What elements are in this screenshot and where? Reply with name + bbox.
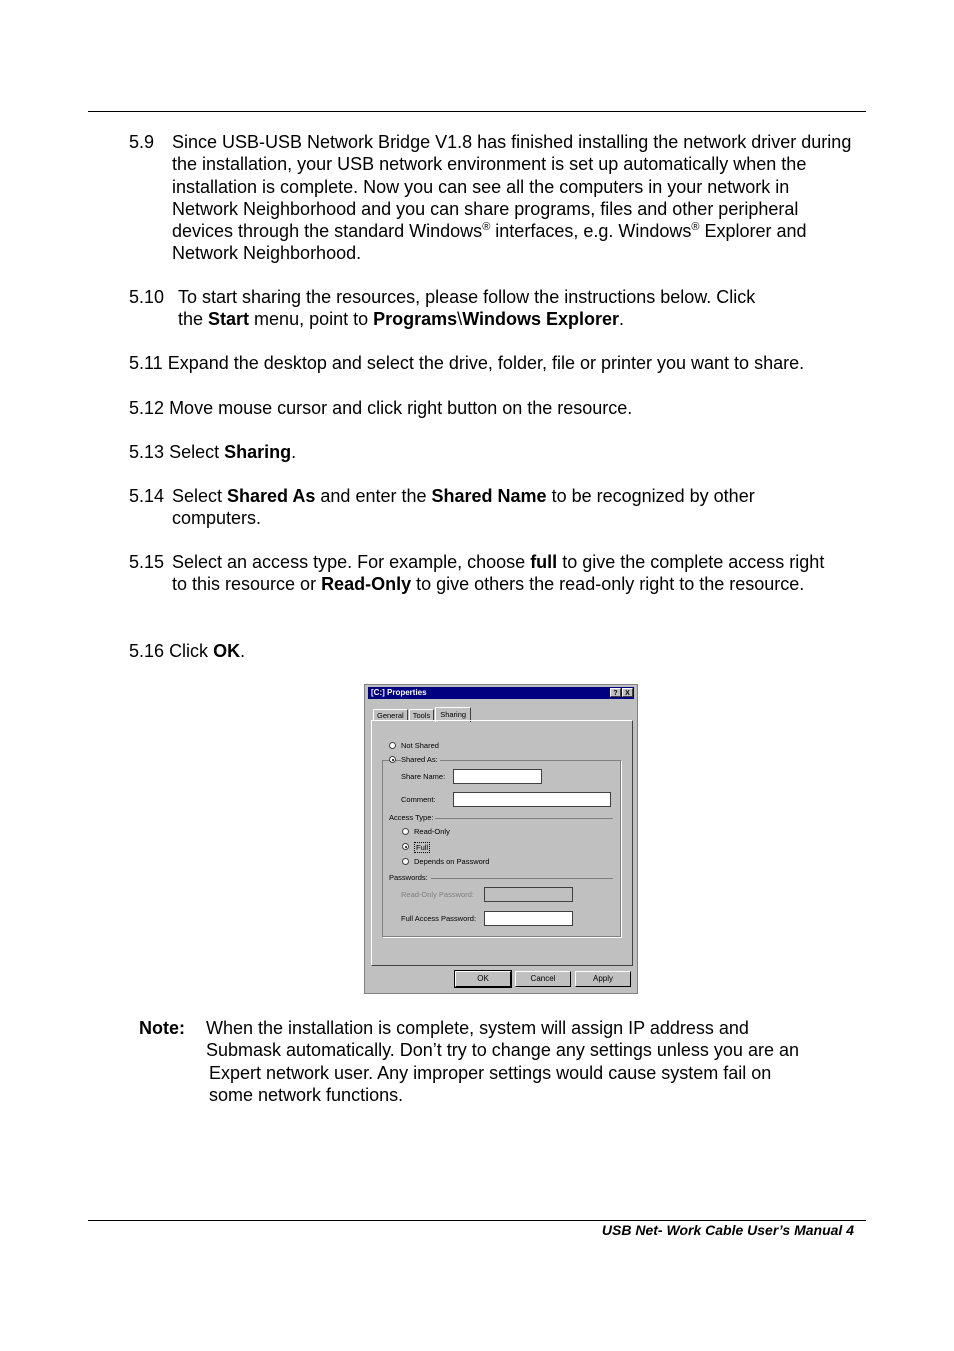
step-text: and enter the (315, 486, 432, 506)
step-5-14 (129, 485, 859, 530)
step-text: Expand the desktop and select the drive, folder, file or printer you want to share. (167, 353, 805, 373)
step-number: 5.16 (129, 641, 165, 661)
depends-radio[interactable] (402, 858, 409, 865)
access-type-label: Access Type: (389, 813, 434, 822)
step-number: 5.13 (129, 442, 165, 462)
shared-as-radio[interactable] (389, 756, 396, 763)
shared-name-term: Shared Name (431, 486, 547, 506)
step-text: To start sharing the resources, please follow the instructions below. Click (178, 287, 756, 307)
step-text: the (178, 309, 209, 330)
ro-password-field[interactable] (484, 887, 573, 902)
dialog-title: [C:] Properties (371, 688, 427, 697)
share-name-field[interactable] (453, 769, 542, 784)
tab-bar (373, 706, 472, 721)
close-button[interactable]: X (622, 688, 633, 697)
read-only-label: Read-Only (414, 827, 450, 836)
footer-rule (88, 1220, 866, 1221)
shared-as-label: Shared As: (401, 755, 438, 764)
note-line: When the installation is complete, system will assign IP address and (206, 1018, 749, 1038)
not-shared-radio[interactable] (389, 742, 396, 749)
read-only-term: Read-Only (321, 574, 412, 595)
step-5-10 (129, 286, 859, 331)
step-5-15 (129, 551, 859, 596)
step-text: Since USB-USB Network Bridge V1.8 has finished installing the network driver during the installation, your USB network environment is set up automatically when the installation is complete. Now you can see all the computers in your network in Network Neighborhood and you can share programs, files and other peripheral devices through the standard Windows (172, 132, 852, 242)
step-5-9 (129, 131, 859, 265)
step-text: Move mouse cursor and click right button on the resource. (169, 398, 633, 418)
step-text: menu, point to (249, 309, 374, 330)
shared-as-term: Shared As (227, 486, 316, 506)
cancel-button[interactable]: Cancel (515, 971, 571, 987)
passwords-label: Passwords: (389, 873, 428, 882)
ro-password-label: Read-Only Password: (401, 890, 474, 899)
note (139, 1017, 859, 1106)
tab-sharing[interactable]: Sharing (435, 707, 471, 722)
registered-mark: ® (691, 221, 700, 234)
step-text: Select (172, 486, 228, 506)
full-radio[interactable] (402, 843, 409, 850)
tab-tools[interactable]: Tools (409, 709, 435, 721)
step-text: . (240, 641, 246, 661)
step-number: 5.12 (129, 398, 165, 418)
programs-term: Programs (373, 309, 458, 330)
step-number: 5.11 (129, 353, 163, 373)
start-menu-term: Start (208, 309, 250, 330)
ok-term: OK (213, 641, 241, 661)
step-text: to give others the read-only right to the resource. (411, 574, 805, 595)
step-number: 5.15 (129, 552, 165, 572)
step-text: to be recognized by other computers. (172, 486, 755, 529)
step-text: interfaces, e.g. Windows (490, 221, 692, 242)
comment-field[interactable] (453, 792, 611, 807)
windows-explorer-term: Windows Explorer (462, 309, 620, 330)
comment-label: Comment: (401, 795, 436, 804)
header-rule (88, 111, 866, 112)
step-5-11 (129, 352, 859, 374)
not-shared-label: Not Shared (401, 741, 439, 750)
read-only-radio[interactable] (402, 828, 409, 835)
sharing-term: Sharing (224, 442, 292, 462)
step-text: Explorer and Network Neighborhood. (172, 221, 807, 264)
apply-button[interactable]: Apply (575, 971, 631, 987)
help-button[interactable]: ? (610, 688, 621, 697)
note-line: Expert network user. Any improper settings would cause system fail on (209, 1062, 772, 1083)
step-text: to give the complete access right to this resource or (172, 552, 825, 595)
note-label: Note: (139, 1018, 185, 1038)
note-line: Submask automatically. Don’t try to change any settings unless you are an (206, 1040, 799, 1061)
step-text: \ (457, 309, 463, 330)
full-password-label: Full Access Password: (401, 914, 477, 923)
properties-dialog (364, 684, 638, 994)
depends-label: Depends on Password (414, 857, 490, 866)
access-type-separator (435, 818, 613, 819)
step-text: Click (169, 641, 214, 661)
full-term: full (530, 552, 558, 572)
tab-general[interactable]: General (373, 709, 408, 721)
step-text: . (619, 309, 625, 330)
dialog-titlebar (368, 687, 634, 699)
step-text: Select (169, 442, 225, 462)
full-label: Full (416, 843, 429, 852)
step-text: Select an access type. For example, choose (172, 552, 531, 572)
passwords-separator (431, 878, 613, 879)
registered-mark: ® (482, 221, 491, 234)
note-line: some network functions. (209, 1084, 404, 1105)
step-text: . (291, 442, 297, 462)
step-5-12 (129, 397, 859, 419)
step-5-16 (129, 640, 859, 662)
footer-text: USB Net- Work Cable User’s Manual 4 (601, 1222, 854, 1238)
step-number: 5.9 (129, 132, 155, 152)
ok-button[interactable]: OK (455, 971, 511, 987)
step-5-13 (129, 441, 859, 463)
step-number: 5.10 (129, 287, 165, 307)
step-number: 5.14 (129, 486, 165, 506)
full-password-field[interactable] (484, 911, 573, 926)
share-name-label: Share Name: (401, 772, 446, 781)
